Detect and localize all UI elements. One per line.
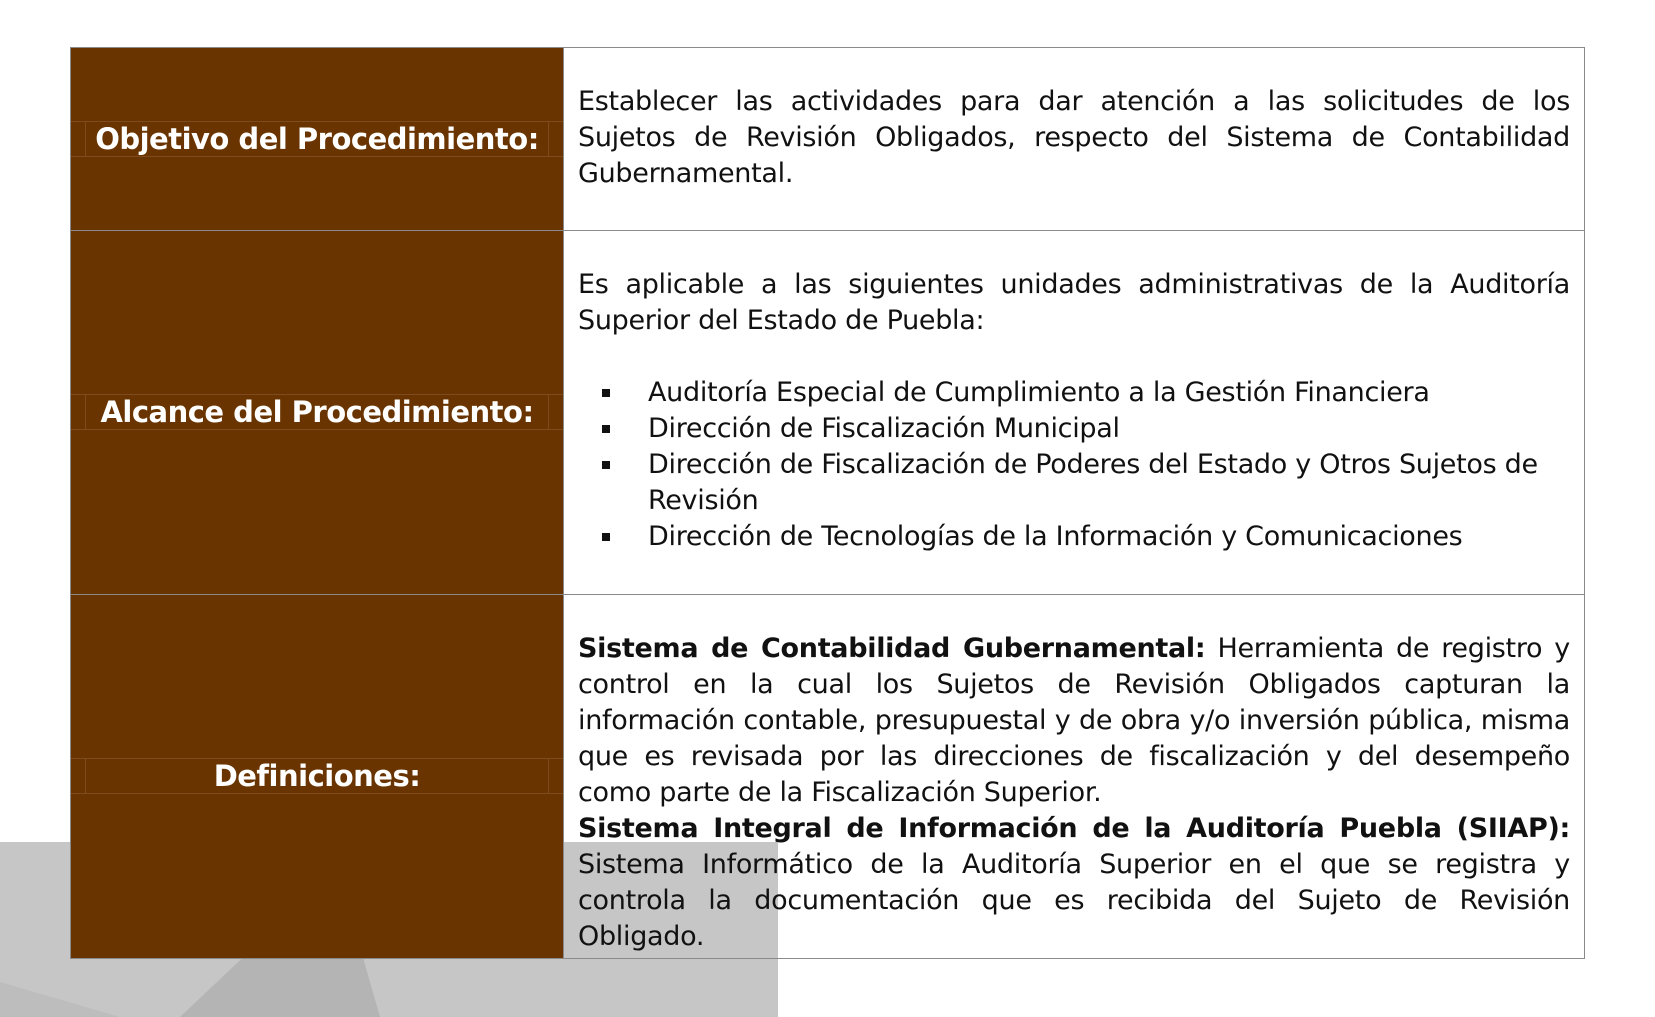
list-item-text: Dirección de Fiscalización Municipal: [648, 413, 1120, 444]
label-cell-alcance: [71, 231, 563, 594]
label-alcance: Alcance del Procedimiento:: [100, 395, 534, 429]
list-item: [578, 375, 1570, 411]
list-item-text: Dirección de Fiscalización de Poderes del Estado y Otros Sujetos de Revisión: [648, 449, 1538, 516]
definition-item: [578, 631, 1570, 811]
definition-text: Sistema Informático de la Auditoría Superior en el que se registra y controla la documentación que es recibida del Sujeto de Revisión Obligado.: [578, 849, 1570, 952]
square-bullet-icon: [602, 461, 610, 469]
definition-item: [578, 811, 1570, 955]
label-cell-definiciones: [71, 595, 563, 958]
label-objetivo: Objetivo del Procedimiento:: [95, 122, 539, 156]
definition-term: Sistema de Contabilidad Gubernamental:: [578, 633, 1206, 664]
objetivo-text: Establecer las actividades para dar atención a las solicitudes de los Sujetos de Revisión Obligados, respecto del Sistema de Contabilidad Gubernamental.: [578, 86, 1570, 189]
square-bullet-icon: [602, 533, 610, 541]
list-item-text: Auditoría Especial de Cumplimiento a la Gestión Financiera: [648, 377, 1430, 408]
list-item: [578, 447, 1570, 519]
alcance-intro: Es aplicable a las siguientes unidades administrativas de la Auditoría Superior del Estado de Puebla:: [578, 269, 1570, 336]
square-bullet-icon: [602, 389, 610, 397]
square-bullet-icon: [602, 425, 610, 433]
list-item: [578, 519, 1570, 555]
definiciones-text-block: [578, 631, 1570, 955]
procedure-table: [70, 47, 1585, 959]
objetivo-text-block: [578, 84, 1570, 192]
label-band: [71, 758, 563, 794]
alcance-unit-list: [578, 375, 1570, 555]
content-cell-definiciones: [563, 595, 1584, 958]
content-cell-objetivo: [563, 48, 1584, 230]
definition-term: Sistema Integral de Información de la Auditoría Puebla (SIIAP):: [578, 813, 1570, 844]
row-alcance: [71, 230, 1584, 594]
label-definiciones: Definiciones:: [213, 759, 421, 793]
content-cell-alcance: [563, 231, 1584, 594]
row-definiciones: [71, 594, 1584, 958]
label-band: [71, 394, 563, 430]
label-cell-objetivo: [71, 48, 563, 230]
row-objetivo: [71, 48, 1584, 230]
list-item: [578, 411, 1570, 447]
spacer: [578, 339, 1570, 375]
alcance-text-block: [578, 267, 1570, 555]
definition-text: Herramienta de registro y control en la cual los Sujetos de Revisión Obligados capturan la información contable, presupuestal y de obra y/o inversión pública, misma que es revisada por las direcciones de fiscalización y del desempeño como parte de la Fiscalización Superior.: [578, 633, 1570, 808]
label-band: [71, 121, 563, 157]
list-item-text: Dirección de Tecnologías de la Información y Comunicaciones: [648, 521, 1463, 552]
